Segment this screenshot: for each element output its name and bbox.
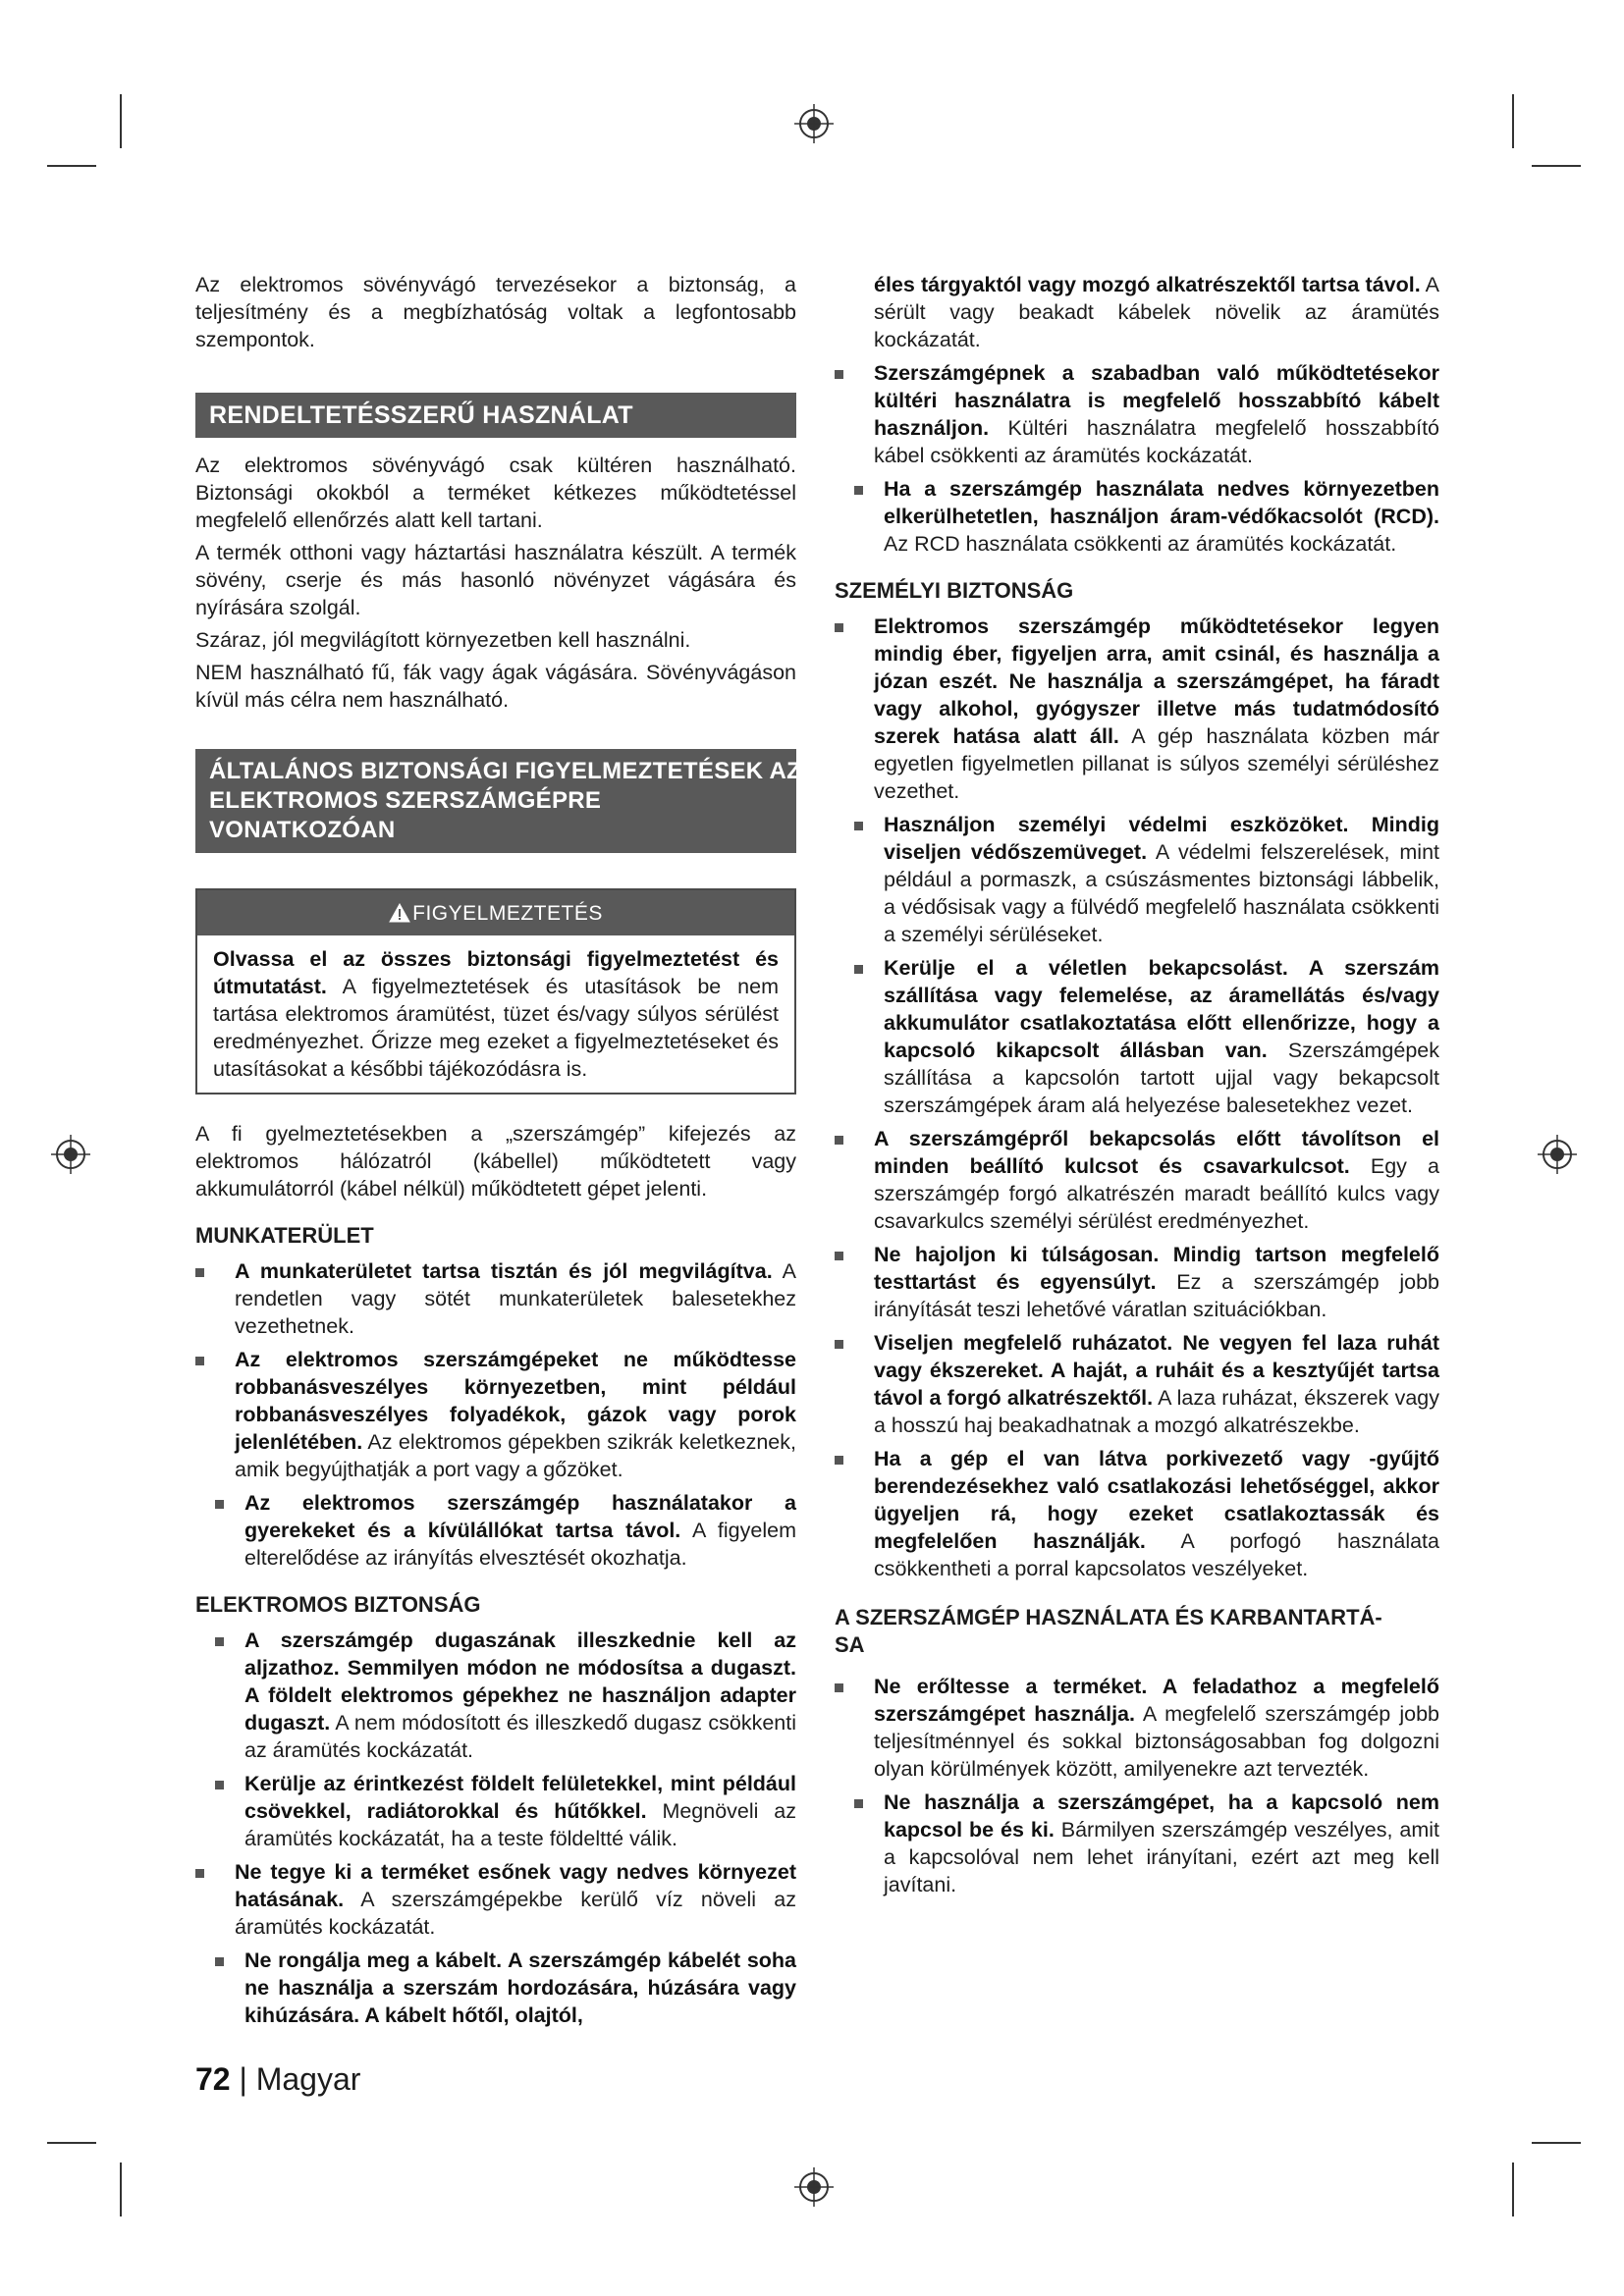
bullet-icon — [215, 1637, 224, 1646]
heading-work-area: MUNKATERÜLET — [195, 1223, 374, 1248]
heading-line: SA — [835, 1632, 865, 1657]
list-item — [195, 1858, 796, 1941]
body-paragraph: A termék otthoni vagy háztartási használatra készült. A termék sövény, cserje és más hasonló növényzet vágására és nyírására szolgál. — [195, 541, 796, 619]
list-item — [215, 1489, 796, 1572]
bullet-icon — [835, 1683, 843, 1692]
item-bold: Kerülje el a véletlen bekapcsolást. A szerszám szállítása vagy felemelése, az áramellátás és/vagy akkumulátor csatlakoztatása előtt ellenőrizze, hogy a kapcsoló kikapcsolt állásban van. — [884, 956, 1439, 1062]
bullet-icon — [854, 822, 863, 830]
heading-personal-safety: SZEMÉLYI BIZTONSÁG — [835, 578, 1074, 603]
heading-line: A SZERSZÁMGÉP HASZNÁLATA ÉS KARBANTARTÁ- — [835, 1605, 1382, 1629]
body-paragraph: NEM használható fű, fák vagy ágak vágására. Sövényvágáson kívül más célra nem használható. — [195, 661, 796, 712]
bullet-icon — [215, 1500, 224, 1509]
item-bold: A szerszámgépről bekapcsolás előtt távolítson el minden beállító kulcsot és csavarkulcsot. — [874, 1127, 1439, 1178]
footer-language: Magyar — [255, 2061, 361, 2097]
list-item — [854, 954, 1439, 1119]
crop-mark — [47, 2142, 96, 2144]
list-item — [835, 613, 1439, 805]
list-item — [835, 1445, 1439, 1582]
bullet-icon — [835, 1136, 843, 1145]
crop-mark — [1532, 2142, 1581, 2144]
bullet-icon — [195, 1357, 204, 1365]
list-item — [835, 1329, 1439, 1439]
heading-tool-use-maintenance — [835, 1604, 1439, 1659]
crop-mark — [1512, 2163, 1514, 2216]
term-note: A fi gyelmeztetésekben a „szerszámgép” kifejezés az elektromos hálózatról (kábellel) működtetett vagy akkumulátorról (kábel nélkül) működtetett gépet jelenti. — [195, 1122, 796, 1201]
registration-mark-icon — [794, 2167, 834, 2207]
item-bold: A szerszámgép dugaszának illeszkednie kell az aljzathoz. Semmilyen módon ne módosítsa a dugaszt. A földelt elektromos gépekhez ne használjon adapter dugaszt. — [244, 1629, 796, 1735]
item-text: A szerszámgépekbe kerülő víz növeli az áramütés kockázatát. — [235, 1888, 796, 1939]
item-bold: Szerszámgépnek a szabadban való működtetésekor kültéri használatra is megfelelő hosszabbító kábelt használjon. — [874, 361, 1439, 440]
item-text: A nem módosított és illeszkedő dugasz csökkenti az áramütés kockázatát. — [244, 1711, 796, 1762]
list-item — [835, 359, 1439, 469]
item-text: A laza ruházat, ékszerek vagy a hosszú haj beakadhatnak a mozgó alkatrészekbe. — [874, 1386, 1439, 1437]
crop-mark — [1512, 94, 1514, 148]
item-bold: Ne rongálja meg a kábelt. A szerszámgép kábelét soha ne használja a szerszám hordozására, húzására vagy kihúzására. A kábelt hőtől, olajtól, — [244, 1949, 796, 2027]
item-bold: Kerülje az érintkezést földelt felületekkel, mint például csövekkel, radiátorokkal és hűtőkkel. — [244, 1772, 796, 1823]
bullet-icon — [195, 1268, 204, 1277]
item-text: A rendetlen vagy sötét munkaterületek balesetekhez vezethetnek. — [235, 1259, 796, 1338]
registration-mark-icon — [1538, 1135, 1577, 1174]
warning-box — [195, 888, 796, 1095]
warning-bold-text: Olvassa el az összes biztonsági figyelmeztetést és útmutatást. — [213, 947, 779, 998]
item-text: Megnöveli az áramütés kockázatát, ha a teste földeltté válik. — [244, 1799, 796, 1850]
bullet-icon — [835, 1456, 843, 1465]
crop-mark — [47, 165, 96, 167]
item-text: Kültéri használatra megfelelő hosszabbító kábel csökkenti az áramütés kockázatát. — [874, 416, 1439, 467]
body-paragraph: Száraz, jól megvilágított környezetben kell használni. — [195, 628, 691, 652]
bullet-icon — [195, 1869, 204, 1878]
bullet-icon — [854, 965, 863, 974]
item-bold: Ne erőltesse a terméket. A feladathoz a megfelelő szerszámgépet használja. — [874, 1675, 1439, 1726]
bullet-icon — [835, 1252, 843, 1260]
body-paragraph: Az elektromos sövényvágó csak kültéren használható. Biztonsági okokból a terméket kétkezes működtetéssel megfelelő ellenőrzés alatt kell tartani. — [195, 454, 796, 532]
item-text: A sérült vagy beakadt kábelek növelik az áramütés kockázatát. — [874, 273, 1439, 351]
page-number: 72 — [195, 2061, 231, 2097]
item-text: Szerszámgépek szállítása a kapcsolón tartott ujjal vagy bekapcsolt szerszámgépek áram alá helyezése balesetekhez vezet. — [884, 1039, 1439, 1117]
warning-body — [197, 935, 794, 1093]
section-heading-general-safety — [195, 749, 802, 853]
list-item — [215, 1947, 796, 2029]
list-item-continued — [835, 271, 1439, 353]
item-bold: Viseljen megfelelő ruházatot. Ne vegyen fel laza ruhát vagy ékszereket. A haját, a ruháit és a kesztyűjét tartsa távol a forgó alkatrészektől. — [874, 1331, 1439, 1410]
list-item — [835, 1125, 1439, 1235]
bullet-icon — [215, 1957, 224, 1966]
left-column — [195, 271, 802, 2035]
list-item — [195, 1257, 796, 1340]
list-item — [195, 1346, 796, 1483]
list-item — [854, 811, 1439, 948]
list-item — [835, 1241, 1439, 1323]
item-text: A gép használata közben már egyetlen figyelmetlen pillanat is súlyos személyi sérüléshez vezethet. — [874, 724, 1439, 803]
list-item — [854, 1789, 1439, 1898]
bullet-icon — [835, 623, 843, 632]
section-heading-line: ÁLTALÁNOS BIZTONSÁGI FIGYELMEZTETÉSEK AZ — [209, 758, 802, 784]
item-text: A porfogó használata csökkentheti a porral kapcsolatos veszélyeket. — [874, 1529, 1439, 1580]
item-text: A védelmi felszerelések, mint például a pormaszk, a csúszásmentes biztonsági lábbelik, a védősisak vagy a fülvédő megfelelő használata csökkenti a személyi sérüléseket. — [884, 840, 1439, 946]
item-text: Az elektromos gépekben szikrák keletkeznek, amik begyújthatják a port vagy a gőzöket. — [235, 1430, 796, 1481]
warning-title: FIGYELMEZTETÉS — [412, 902, 603, 925]
list-item — [854, 475, 1439, 558]
item-bold: Elektromos szerszámgép működtetésekor legyen mindig éber, figyeljen arra, amit csinál, és használja a józan eszét. Ne használja a szerszámgépet, ha fáradt vagy alkohol, gyógyszer illetve más tudatmódosító szerek hatása alatt áll. — [874, 614, 1439, 748]
item-bold: Ne hajoljon ki túlságosan. Mindig tartson megfelelő testtartást és egyensúlyt. — [874, 1243, 1439, 1294]
registration-mark-icon — [794, 104, 834, 143]
crop-mark — [1532, 165, 1581, 167]
item-bold: Használjon személyi védelmi eszközöket. Mindig viseljen védőszemüveget. — [884, 813, 1439, 864]
warning-header — [197, 890, 794, 935]
right-column — [835, 271, 1439, 1904]
heading-electrical-safety: ELEKTROMOS BIZTONSÁG — [195, 1592, 481, 1617]
bullet-icon — [854, 486, 863, 495]
footer-separator: | — [230, 2061, 256, 2097]
warning-plain-text: A figyelmeztetések és utasítások be nem tartása elektromos áramütést, tüzet és/vagy súlyos sérülést eredményezhet. Őrizze meg ezeket a figyelmeztetéseket és utasításokat a későbbi tájékozódásra is. — [213, 975, 779, 1081]
list-item — [215, 1627, 796, 1764]
section-heading-line: ELEKTROMOS SZERSZÁMGÉPRE VONATKOZÓAN — [209, 787, 602, 843]
item-text: Egy a szerszámgép forgó alkatrészén maradt beállító kulcs vagy csavarkulcs személyi sérülést eredményezhet. — [874, 1154, 1440, 1233]
warning-text — [213, 945, 779, 1083]
bullet-icon — [835, 1340, 843, 1349]
item-bold: Ha a gép el van látva porkivezető vagy -gyűjtő berendezésekhez való csatlakozási lehetőséggel, akkor ügyeljen rá, hogy ezeket csatlakoztassák és megfelelően használják. — [874, 1447, 1439, 1553]
intro-paragraph: Az elektromos sövényvágó tervezésekor a biztonság, a teljesítmény és a megbízhatóság voltak a legfontosabb szempontok. — [195, 273, 796, 351]
item-text: A figyelem elterelődése az irányítás elvesztését okozhatja. — [244, 1519, 796, 1570]
item-bold: Az elektromos szerszámgépeket ne működtesse robbanásveszélyes környezetben, mint például robbanásveszélyes folyadékok, gázok vagy porok jelenlétében. — [235, 1348, 796, 1454]
item-text: Az RCD használata csökkenti az áramütés kockázatát. — [884, 532, 1397, 556]
item-bold: éles tárgyaktól vagy mozgó alkatrészektől tartsa távol. — [874, 273, 1421, 296]
warning-triangle-icon — [389, 903, 410, 923]
item-text: Ez a szerszámgép jobb irányítását teszi lehetővé váratlan szituációkban. — [874, 1270, 1439, 1321]
item-bold: A munkaterületet tartsa tisztán és jól megvilágítva. — [235, 1259, 773, 1283]
item-bold: Ne tegye ki a terméket esőnek vagy nedves környezet hatásának. — [235, 1860, 796, 1911]
crop-mark — [120, 2163, 122, 2216]
list-item — [835, 1673, 1439, 1783]
bullet-icon — [215, 1781, 224, 1789]
item-bold: Az elektromos szerszámgép használatakor a gyerekeket és a kívülállókat tartsa távol. — [244, 1491, 796, 1542]
item-bold: Ha a szerszámgép használata nedves környezetben elkerülhetetlen, használjon áram-védőkacsolót (RCD). — [884, 477, 1439, 528]
section-heading-intended-use: RENDELTETÉSSZERŰ HASZNÁLAT — [195, 393, 796, 438]
bullet-icon — [835, 370, 843, 379]
item-text: Bármilyen szerszámgép veszélyes, amit a kapcsolóval nem lehet irányítani, ezért azt meg kell javítani. — [884, 1818, 1440, 1896]
list-item — [215, 1770, 796, 1852]
bullet-icon — [854, 1799, 863, 1808]
crop-mark — [120, 94, 122, 148]
page-footer — [195, 2059, 360, 2099]
registration-mark-icon — [51, 1135, 90, 1174]
item-text: A megfelelő szerszámgép jobb teljesítménnyel és sokkal biztonságosabban fog dolgozni olyan körülmények között, amilyenekre azt tervezték. — [874, 1702, 1439, 1781]
item-bold: Ne használja a szerszámgépet, ha a kapcsoló nem kapcsol be és ki. — [884, 1790, 1439, 1842]
